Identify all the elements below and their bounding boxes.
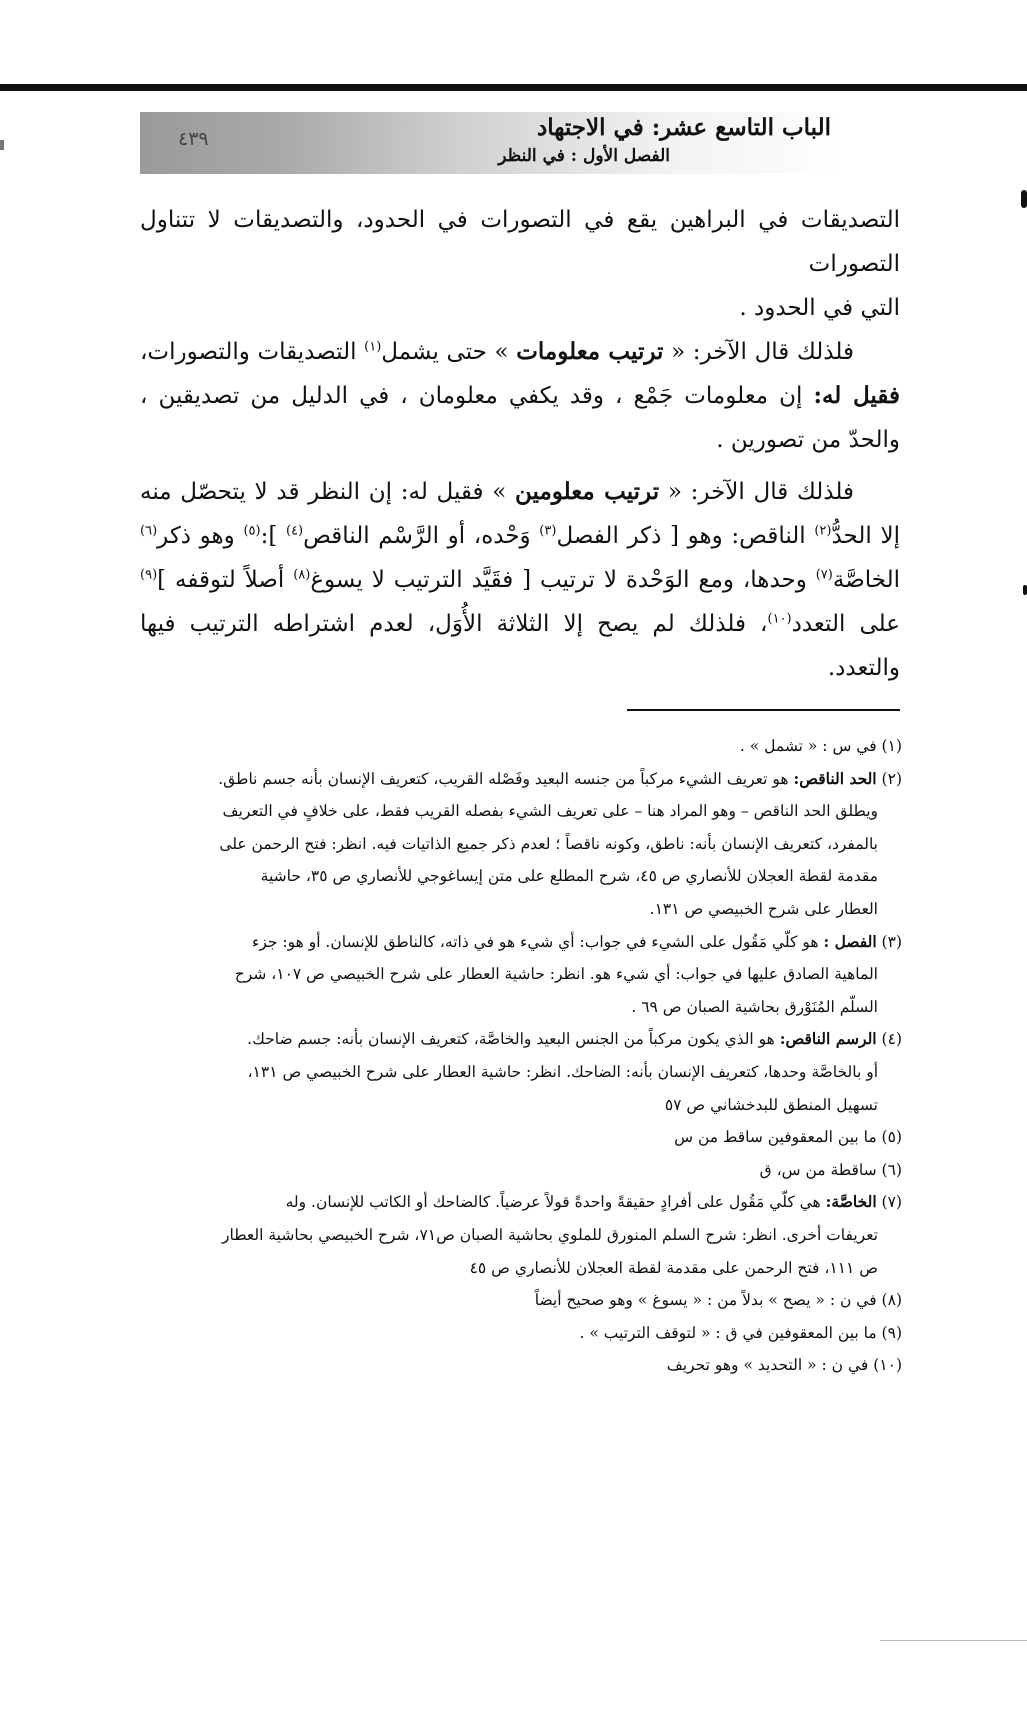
top-rule bbox=[0, 84, 1027, 91]
bold-term: ترتيب معلومات bbox=[516, 338, 664, 365]
text-run: فلذلك قال الآخر: « bbox=[659, 479, 854, 505]
footnote-text: هو الذي يكون مركباً من الجنس البعيد والخاصَّة، كتعريف الإنسان بأنه: جسم ضاحك. bbox=[247, 1030, 780, 1049]
footnote-ref: (١٠) bbox=[767, 611, 792, 627]
footnote-separator bbox=[627, 709, 900, 711]
page-number: ٤٣٩ bbox=[178, 128, 209, 150]
footnote-3 bbox=[130, 926, 902, 1024]
footnote-number: (٣) bbox=[876, 932, 902, 951]
scan-mark bbox=[1021, 190, 1027, 208]
footnote-line: تعريفات أخرى. انظر: شرح السلم المنورق للملوي بحاشية الصبان ص٧١، شرح الخبيصي بحاشية العطار bbox=[221, 1225, 878, 1244]
footnote-line: ص ١١١، فتح الرحمن على مقدمة لقطة العجلان للأنصاري ص ٤٥ bbox=[469, 1258, 878, 1277]
text-run: الناقص: وهو [ ذكر الفصل bbox=[556, 523, 815, 549]
main-text bbox=[140, 198, 900, 690]
paragraph bbox=[140, 330, 900, 462]
text-run: من تصورين . bbox=[716, 427, 842, 453]
bold-term: ترتيب معلومين bbox=[515, 478, 660, 505]
footnote-6: (٦) ساقطة من س، ق bbox=[759, 1160, 902, 1179]
text-run: فلذلك قال الآخر: « bbox=[663, 339, 854, 365]
footnote-number: (٤) bbox=[876, 1030, 902, 1049]
footnote-line: بالمفرد، كتعريف الإنسان بأنه: ناطق، وكونه ناقصاً ؛ لعدم ذكر جميع الذاتيات فيه. انظر: فتح الرحمن على bbox=[219, 834, 878, 853]
footnote-line: مقدمة لقطة العجلان للأنصاري ص ٤٥، شرح المطلع على متن إيساغوجي للأنصاري ص ٣٥، حاشية bbox=[260, 867, 878, 886]
running-header bbox=[140, 112, 845, 174]
bold-term: فقيل له: bbox=[813, 382, 900, 409]
text-run: أصلاً لتوقفه ] bbox=[157, 567, 294, 593]
text-run: وهو ذكر bbox=[157, 523, 244, 549]
text-run: على التعدد bbox=[791, 611, 900, 637]
footnote-2 bbox=[130, 763, 902, 926]
footnote-text: هو كلّي مَقُول على الشيء في جواب: أي شيء هو في ذاته، كالناطق للإنسان. أو هو: جزء bbox=[252, 932, 824, 951]
section-title: الفصل الأول : في النظر bbox=[498, 146, 670, 166]
footnote-ref: (٤) bbox=[285, 523, 304, 539]
paragraph bbox=[140, 198, 900, 330]
text-line: التي في الحدود . bbox=[739, 295, 900, 321]
footnote-number: (٧) bbox=[876, 1193, 902, 1212]
text-run: ]: bbox=[260, 523, 286, 549]
footnote-line: السلّم المُنَوْرق بحاشية الصبان ص ٦٩ . bbox=[631, 997, 878, 1016]
footnote-line: العطار على شرح الخبيصي ص ١٣١. bbox=[649, 899, 878, 918]
text-run: وحدها، ومع الوَحْدة لا ترتيب [ فقَيَّد الترتيب لا يسوغ bbox=[310, 567, 816, 593]
text-run: الحدُّ bbox=[831, 523, 872, 549]
text-run: » حتى يشمل bbox=[381, 339, 517, 365]
footnote-10: (١٠) في ن : « التحديد » وهو تحريف bbox=[666, 1356, 902, 1375]
footnote-7 bbox=[130, 1186, 902, 1284]
text-run: » فقيل له: إن النظر قد لا يتحصّل منه إلا bbox=[140, 479, 900, 549]
footnote-term: الخاصَّة: bbox=[825, 1192, 877, 1212]
text-line: التصديقات في البراهين يقع في التصورات في الحدود، والتصديقات لا تتناول التصورات bbox=[140, 207, 900, 277]
text-run: وَحْده، أو الرَّسْم الناقص bbox=[303, 523, 540, 549]
footnote-term: الرسم الناقص: bbox=[779, 1029, 877, 1049]
scan-mark bbox=[1023, 585, 1027, 595]
footnote-line: أو بالخاصَّة وحدها، كتعريف الإنسان بأنه: الضاحك. انظر: حاشية العطار على شرح الخبيصي ص ١٣١، bbox=[247, 1062, 878, 1081]
footnote-5: (٥) ما بين المعقوفين ساقط من س bbox=[674, 1128, 902, 1147]
footnote-line: ويطلق الحد الناقص – وهو المراد هنا – على تعريف الشيء بفصله القريب فقط، على خلافٍ في التعريف bbox=[222, 802, 878, 821]
footnote-ref: (٩) bbox=[140, 567, 158, 583]
chapter-title: الباب التاسع عشر: في الاجتهاد bbox=[537, 114, 831, 141]
footnote-term: الحد الناقص: bbox=[793, 768, 877, 788]
footnote-ref: (٨) bbox=[293, 567, 311, 583]
text-run: التصديقات والتصورات، bbox=[140, 339, 365, 365]
footnote-ref: (٦) bbox=[140, 523, 158, 539]
footnote-ref: (٣) bbox=[539, 523, 557, 539]
footnote-ref: (٢) bbox=[814, 523, 832, 539]
text-run: إن معلومات جَمْع ، وقد يكفي معلومان ، في الدليل من تصديقين ، والحدّ bbox=[140, 383, 900, 453]
text-run: الخاصَّة bbox=[832, 567, 900, 593]
footnote-line: الماهية الصادق عليها في جواب: أي شيء هو. انظر: حاشية العطار على شرح الخبيصي ص ١٠٧، شرح bbox=[234, 965, 878, 984]
paragraph bbox=[140, 470, 900, 690]
footnote-text: هي كلّي مَقُول على أفرادٍ حقيقةً واحدةً قولاً عرضياً. كالضاحك أو الكاتب للإنسان. وله bbox=[285, 1193, 826, 1212]
footnote-9: (٩) ما بين المعقوفين في ق : « لتوقف الترتيب » . bbox=[579, 1323, 902, 1342]
footnote-ref: (٥) bbox=[243, 523, 261, 539]
footnote-1: (١) في س : « تشمل » . bbox=[739, 737, 902, 755]
footnote-ref: (٧) bbox=[815, 567, 833, 583]
footnote-text: هو تعريف الشيء مركباً من جنسه البعيد وفَصْله القريب، كتعريف الإنسان بأنه جسم ناطق. bbox=[218, 769, 794, 788]
footnote-term: الفصل : bbox=[823, 931, 877, 951]
footnote-number: (٢) bbox=[876, 769, 902, 788]
text-run: ، فلذلك لم يصح إلا الثلاثة الأُوَل، لعدم اشتراطه الترتيب فيها والتعدد. bbox=[140, 611, 900, 681]
footnote-8: (٨) في ن : « يصح » بدلاً من : « يسوغ » وهو صحيح أيضاً bbox=[534, 1291, 902, 1310]
footnote-line: تسهيل المنطق للبدخشاني ص ٥٧ bbox=[664, 1095, 878, 1114]
footnote-4 bbox=[130, 1023, 902, 1121]
scan-mark bbox=[0, 140, 4, 150]
footnote-ref: (١) bbox=[364, 339, 382, 355]
scan-mark bbox=[880, 1640, 1027, 1641]
footnotes bbox=[130, 730, 902, 1382]
